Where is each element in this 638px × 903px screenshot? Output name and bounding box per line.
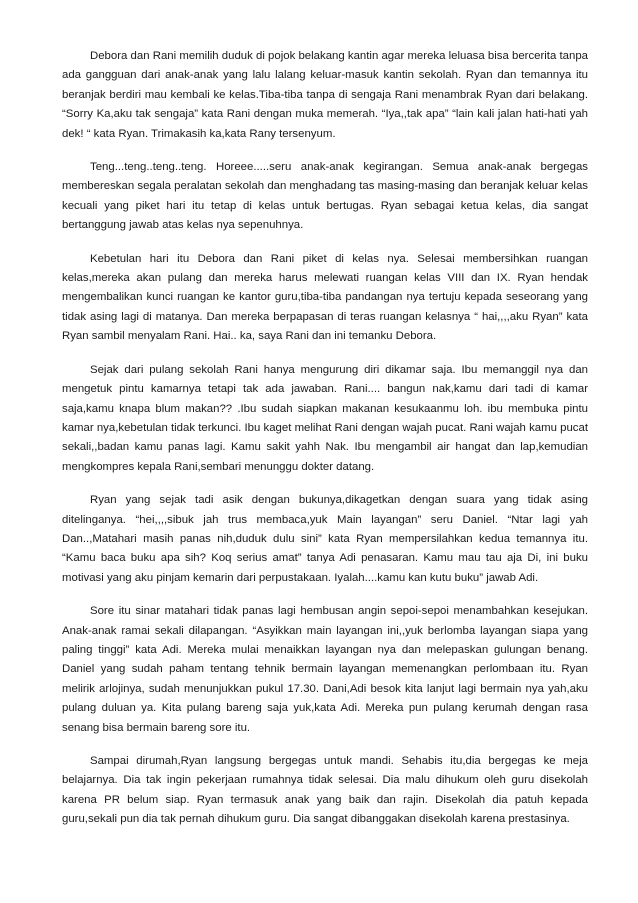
document-page (62, 47, 588, 844)
paragraph-1: Debora dan Rani memilih duduk di pojok belakang kantin agar mereka leluasa bisa bercerita tanpa ada gangguan dari anak-anak yang lalu lalang keluar-masuk kantin sekolah. Ryan dan temannya itu beranjak berdiri mau kembali ke kelas.Tiba-tiba tanpa di sengaja Rani menambrak Ryan dari belakang. “Sorry Ka,aku tak sengaja” kata Rani dengan muka memerah. “Iya,,tak apa” “lain kali jalan hati-hati yah dek! “ kata Ryan. Trimakasih ka,kata Rany tersenyum. (62, 50, 588, 140)
paragraph-3: Kebetulan hari itu Debora dan Rani piket di kelas nya. Selesai membersihkan ruangan kelas,mereka akan pulang dan mereka harus melewati ruangan kelas VIII dan IX. Ryan hendak mengembalikan kunci ruangan ke kantor guru,tiba-tiba pandangan nya tertuju kepada seseorang yang tidak asing lagi di matanya. Dan mereka berpapasan di teras ruangan kelasnya “ hai,,,,aku Ryan” kata Ryan sambil menyalam Rani. Hai.. ka, saya Rani dan ini temanku Debora. (62, 252, 588, 343)
paragraph-4: Sejak dari pulang sekolah Rani hanya mengurung diri dikamar saja. Ibu memanggil nya dan mengetuk pintu kamarnya tetapi tak ada jawaban. Rani.... bangun nak,kamu dari tadi di kamar saja,kamu knapa blum makan?? .Ibu sudah siapkan makanan kesukaanmu loh. ibu membuka pintu kamar nya,kebetulan tidak terkunci. Ibu kaget melihat Rani dengan wajah pucat. Rani wajah kamu pucat sekali,,badan kamu panas lagi. Kamu sakit yahh Nak. Ibu mengambil air hangat dan lap,kemudian mengkompres kepala Rani,sembari menunggu dokter datang. (62, 363, 588, 473)
paragraph-6: Sore itu sinar matahari tidak panas lagi hembusan angin sepoi-sepoi menambahkan kesejukan. Anak-anak ramai sekali dilapangan. “Asyikkan main layangan ini,,yuk berlomba layangan siapa yang paling tinggi” kata Adi. Mereka mulai menaikkan layangan nya dan melepaskan gulungan benang. Daniel yang sudah paham tentang tehnik bermain layangan memenangkan perlombaan itu. Ryan melirik arlojinya, sudah menunjukkan pukul 17.30. Dani,Adi besok kita lanjut lagi bermain nya yah,aku pulang duluan ya. Kita pulang bareng saja yuk,kata Adi. Mereka pun pulang kerumah dengan rasa senang bisa bermain bareng sore itu. (62, 605, 588, 734)
paragraph-5: Ryan yang sejak tadi asik dengan bukunya,dikagetkan dengan suara yang tidak asing ditelinganya. “hei,,,,sibuk jah trus membaca,yuk Main layangan” seru Daniel. “Ntar lagi yah Dan..,Matahari masih panas nih,duduk dulu sini” kata Ryan mempersilahkan kedua temannya itu. “Kamu baca buku apa sih? Koq serius amat” tanya Adi penasaran. Kamu mau tau aja Di, ini buku motivasi yang aku pinjam kemarin dari perpustakaan. Iyalah....kamu kan kutu buku” jawab Adi. (62, 494, 588, 584)
paragraph-7: Sampai dirumah,Ryan langsung bergegas untuk mandi. Sehabis itu,dia bergegas ke meja belajarnya. Dia tak ingin pekerjaan rumahnya tidak selesai. Dia malu dihukum oleh guru disekolah karena PR belum siap. Ryan termasuk anak yang baik dan rajin. Disekolah dia patuh kepada guru,sekali pun dia tak pernah dihukum guru. Dia sangat dibanggakan disekolah karena prestasinya. (62, 755, 588, 826)
paragraph-2: Teng...teng..teng..teng. Horeee.....seru anak-anak kegirangan. Semua anak-anak bergegas membereskan segala peralatan sekolah dan menghadang tas masing-masing dan beranjak keluar kelas kecuali yang piket hari itu tetap di kelas untuk bertugas. Ryan sebagai ketua kelas, dia sangat bertanggung jawab atas kelas nya sepenuhnya. (62, 161, 588, 232)
